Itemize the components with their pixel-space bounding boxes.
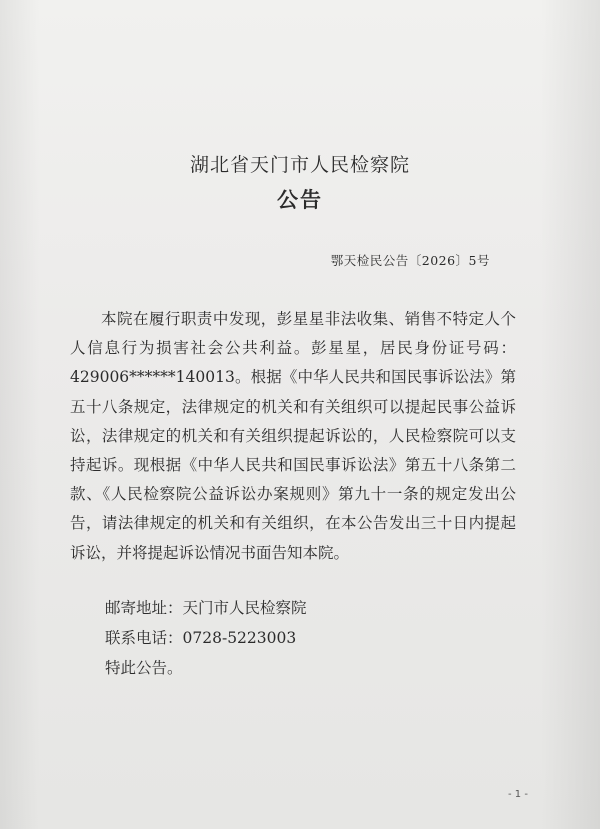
mail-address-value: 天门市人民检察院 <box>182 599 307 617</box>
document-number: 鄂天检民公告〔2026〕5号 <box>330 253 490 268</box>
contact-phone-value: 0728-5223003 <box>182 629 297 647</box>
issuing-organization: 湖北省天门市人民检察院 <box>189 154 410 176</box>
page-number: - 1 - <box>508 789 528 800</box>
document-title: 公告 <box>277 188 323 212</box>
contact-phone-line <box>105 627 296 649</box>
mail-address-line <box>105 597 307 619</box>
page-shadow-right <box>540 0 600 829</box>
page-shadow-left <box>0 0 40 829</box>
contact-phone-label: 联系电话： <box>105 629 183 647</box>
mail-address-label: 邮寄地址： <box>105 599 183 617</box>
announcement-body: 本院在履行职责中发现，彭星星非法收集、销售不特定人个人信息行为损害社会公共利益。彭星星，居民身份证号码：429006******140013。根据《中华人民共和国民事诉讼法》第五十八条规定，法律规定的机关和有关组织可以提起民事公益诉讼，法律规定的机关和有关组织提起诉讼的，人民检察院可以支持起诉。现根据《中华人民共和国民事诉讼法》第五十八条第二款、《人民检察院公益诉讼办案规则》第九十一条的规定发出公告，请法律规定的机关和有关组织，在本公告发出三十日内提起诉讼，并将提起诉讼情况书面告知本院。 <box>70 310 516 562</box>
closing-statement: 特此公告。 <box>105 659 183 677</box>
